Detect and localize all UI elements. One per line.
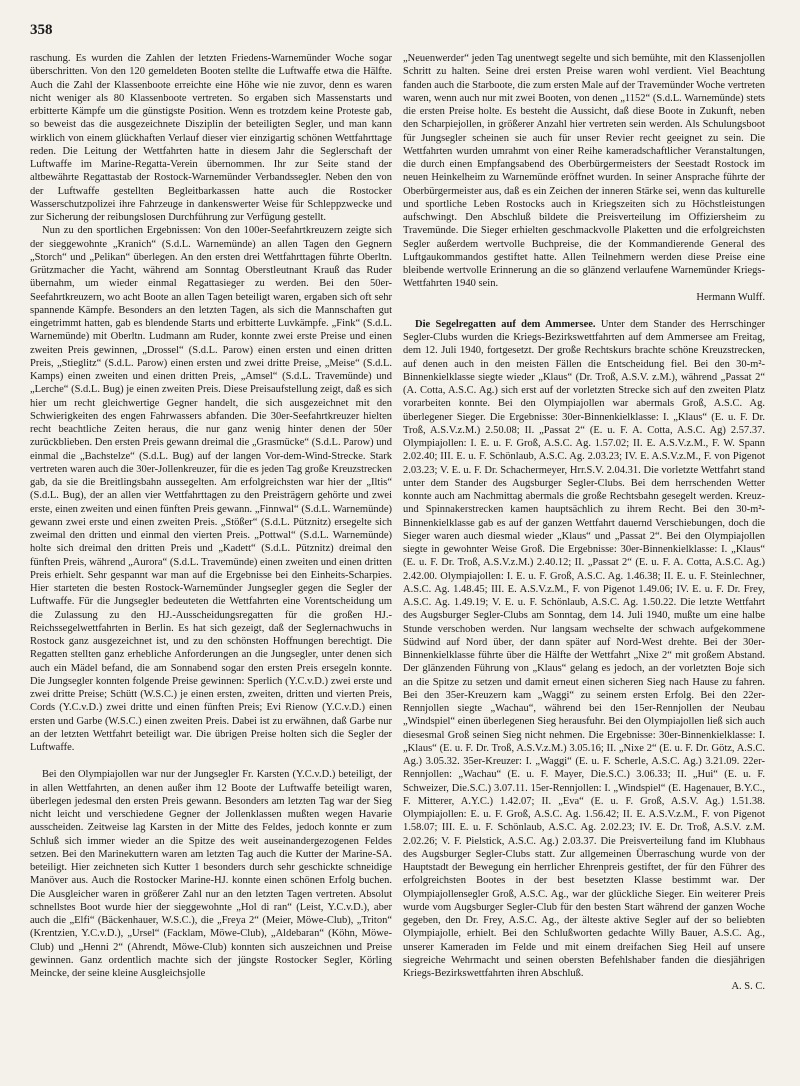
article-heading: Die Segelregatten auf dem Ammersee. bbox=[415, 318, 596, 330]
article-signature: A. S. C. bbox=[731, 981, 765, 993]
paragraph: Bei den Olympiajollen war nur der Jungsegler Fr. Karsten (Y.C.v.D.) beteiligt, der in allen Wettfahrten, an denen außer ihm 12 Boote der Luftwaffe beteiligt waren, überlegen jedesmal den ersten Preis gewann. Besonders am letzten Tag war der Sieg nicht leicht und verschiedene Gegner der Jollenklassen mußten wegen Havarie ausscheiden. Zeitweise lag Karsten in der Mitte des Feldes, jedoch konnte er zum Schluß sich immer wieder an die Spitze des weit auseinandergezogenen Feldes setzen. Bei den Marinekuttern waren am letzten Tag auch die Kutter der Marine-SA. beteiligt. Hier zeichneten sich Kutter 1 besonders durch sehr geschickte schneidige Manöver aus. Auch die Rostocker Marine-HJ. konnte einen schönen Erfolg buchen. Die Ausgleicher waren in größerer Zahl nur an den letzten Tagen vertreten. Absolut schnellstes Boot wurde hier der sieggewohnte „Hol di ran“ (Leist, Y.C.v.D.), aber auch die „Elfi“ (Bäckenhauer, W.S.C.), die „Freya 2“ (Meier, Möwe-Club), „Triton“ (Krentzien, Y.C.v.D.), „Ursel“ (Facklam, Möwe-Club), „Aldebaran“ (Köhn, Möwe-Club) und „Henni 2“ (Ahrendt, Möwe-Club) konnten sich auszeichnen und Preise gewinnen. Ganz ordentlich machte sich der jüngste Rostocker Segler, Körling Meincke, der seine kleine Ausgleichsjolle bbox=[30, 769, 392, 979]
article-paragraph bbox=[403, 318, 765, 981]
article-body: Unter dem Stander des Herrschinger Segler-Clubs wurden die Kriegs-Bezirkswettfahrten auf dem Ammersee am Freitag, dem 12. Juli 1940, fortgesetzt. Der große Rechtskurs brachte schöne Kreuzstrecken, auf denen auch in den meisten Fällen die Entscheidung fiel. Bei den 30-m²-Binnenkielklasse siegte wieder „Klaus“ (Dr. Troß, A.S.V. z.M.), während „Passat 2“ (A. Cotta, A.S.C. Ag.) sich erst auf der vorletzten Strecke sich auf den zweiten Platz vorarbeiten konnte. Bei den Olympiajollen war abermals Groß, A.S.C. Ag. überlegener Sieger. Die Ergebnisse: 30er-Binnenkielklasse: I. „Klaus“ (E. u. F. Dr. Troß, A.S.V.z.M.) 2.50.08; II. „Passat 2“ (E. u. F. A. Cotta, A.S.C. Ag) 2.57.37. Olympiajollen: I. E. u. F. Groß, A.S.C. Ag. 1.57.02; II. E. A.S.V.z.M., F. W. Spann 2.02.40; III. E. u. F. Schönlaub, A.S.C. Ag. 2.03.23; IV. E. A.S.V.z.M., F. von Pigenot 2.03.23; V. E. u. F. Dr. Schachermeyer, Hrr.S.V. 2.04.31. Die vorletzte Wettfahrt stand unter dem Stander des Augsburger Segler-Clubs. Bei dem herrschenden Wetter konnte auch am Nachmittag abermals die große Rechtsbahn gesegelt werden. Kreuz- und Spinnakerstrecken kamen hauptsächlich zu ihrem Recht. Bei den 30-m²-Binnenkielklasse gab es auf der ganzen Wettfahrt dauernd Verschiebungen, doch die Sieger waren auch diesmal wieder „Klaus“ und „Passat 2“. Bei den Olympiajollen siegte in gewohnter Weise Groß. Die Ergebnisse: 30er-Binnenkielklasse: I. „Klaus“ (E. u. F. Dr. Troß, A.S.V.z.M.) 2.40.12; II. „Passat 2“ (E. u. F. A. Cotta, A.S.C. Ag.) 2.42.00. Olympiajollen: I. E. u. F. Groß, A.S.C. Ag. 1.46.38; II. E. u. F. Steinlechner, A.S.C. Ag. 1.48.45; III. E. A.S.V.z.M., F. von Pigenot 1.49.06; IV. E. u. F. Dr. Frey, A.S.C. Ag. 1.49.19; V. E. u. F. Schönlaub, A.S.C. Ag. 1.50.22. Die letzte Wettfahrt des Augsburger Segler-Clubs am Sonntag, dem 14. Juli 1940, mußte um eine halbe Stunde verschoben werden. Nur langsam wechselte der schwach aufgekommene Südwind auf Nord über, der dann später auf Nord-West drehte. Bei der 30er-Binnenkielklasse führte über die Hälfte der Wettfahrt „Nixe 2“ mit großem Abstand. Der glänzenden Führung von „Klaus“ gelang es jedoch, an der vorletzten Boje sich an die Spitze zu setzen und damit erneut einen sicheren Sieg nach Hause zu fahren. Bei den 35er-Kreuzern kam „Waggi“ zu seinem ersten Erfolg. Bei den 22er-Rennjollen siegte „Wachau“, während bei den 15er-Rennjollen der Neubau „Windspiel“ einen überlegenen Sieg herausfuhr. Bei den Olympiajollen ließ sich auch diesesmal Groß seinen Sieg nicht nehmen. Die Ergebnisse: 30er-Binnenkielklasse: I. „Klaus“ (E. u. F. Dr. Troß, A.S.V.z.M.) 3.05.16; II. „Nixe 2“ (E. u. F. Dr. Götz, A.S.C. Ag.) 3.05.32. 35er-Kreuzer: I. „Waggi“ (E. u. F. Scherle, A.S.C. Ag.) 3.21.09. 22er-Rennjollen: „Wachau“ (E. u. F. Mayer, Die.S.C.) 3.06.33; II. „Hui“ (E. u. F. Schweizer, Die.S.C.) 3.07.11. 15er-Rennjollen: I. „Windspiel“ (E. Hagenauer, B.Y.C., F. Mitterer, A.Y.C.) 1.42.07; II. „Eva“ (E. u. F. Groß, A.S.V. Ag.) 1.51.38. Olympiajollen: E. u. F. Groß, A.S.C. Ag. 1.56.42; II. E. A.S.V.z.M., F. von Pigenot 1.58.07; III. E. u. F. Schönlaub, A.S.C. Ag. 2.02.23; IV. E. Dr. Troß, A.S.V. z.M. 2.02.26; V. F. Pielstick, A.S.C. Ag.) 2.03.37. Die Preisverteilung fand im Klubhaus des Augsburger Segler-Clubs statt. Zur allgemeinen Überraschung wurde von der Hauptstadt der Bewegung ein herrlicher Ehrenpreis gestiftet, der für den Führer des erfolgreichsten Bootes in der best besetzten Klasse bestimmt war. Der Olympiajollensegler Groß, A.S.C. Ag., war der glückliche Sieger. Ein weiterer Preis wurde vom Augsburger Segler-Club für den besten Start während der ganzen Woche gegeben, den Dr. Frey, A.S.C. Ag., der älteste aktive Segler auf der so beliebten Olympiajolle, erhielt. Bei den Schlußworten gedachte Willy Bauer, A.S.C. Ag., unserer Kameraden im Felde und mit einem dreifachen Sieg Heil auf unsere siegreiche Wehrmacht und seinen obersten Befehlshaber fanden die diesjährigen Kriegs-Bezirkswettfahrten ihren Abschluß. bbox=[403, 318, 766, 979]
page-number: 358 bbox=[30, 22, 53, 38]
author-signature: Hermann Wulff. bbox=[696, 291, 765, 303]
paragraph: Nun zu den sportlichen Ergebnissen: Von den 100er-Seefahrtkreuzern zeigte sich der sieggewohnte „Kranich“ (S.d.L. Warnemünde) an allen Tagen den Gegnern „Storch“ und „Pelikan“ überlegen. An den ersten drei Wettfahrttagen führte Oberltn. Grützmacher die Yacht, während am Sonntag Oberstleutnant Krauß das Ruder übernahm, um wieder einmal Regattasieger zu werden. Bei den 50er-Seefahrtkreuzern, wo acht Boote an allen Tagen beteiligt waren, ergaben sich oft sehr spannende Kämpfe. Besonders an den letzten Tagen, als sich die Mannschaften gut eingetrimmt hatten, gab es blendende Starts und erbitterte Luvkämpfe. „Fink“ (S.d.L. Warnemünde) mit Oberltn. Ludmann am Ruder, konnte zwei erste Preise und einen zweiten Preis gewinnen, „Drossel“ (S.d.L. Parow) einen ersten und einen dritten Preis, „Stieglitz“ (S.d.L. Parow) einen ersten und zwei dritte Preise, „Meise“ (S.d.L. Kamps) einen zweiten und einen dritten Preis, „Amsel“ (S.d.L. Travemünde) und „Lerche“ (S.d.L. Bug) je einen zweiten Preis. Diese Preisaufstellung zeigt, daß es sich hier um recht gleichwertige Gegner handelt, die sich ausgezeichnet mit den Schwierigkeiten des engen Fahrwassers abfanden. Die 30er-Seefahrtkreuzer hielten recht beachtliche Zeiten heraus, die nur ganz wenig hinter denen der 50er zurückblieben. Den ersten Preis gewann dreimal die „Grasmücke“ (S.d.L. Parow) und einmal die „Bachstelze“ (S.d.L. Bug) auf der langen Vor-dem-Wind-Strecke. Stark vertreten waren auch die 30er-Jollenkreuzer, für die es jeden Tag große Kreuzstrecken gab, da sie die Breitlingsbahn aussegelten. Am erfolgreichsten war hier der „Iltis“ (S.d.L. Bug), der an allen vier Wettfahrttagen zu den Preisträgern gehörte und zwei erste, einen zweiten und einen fünften Preis gewann. „Finnwal“ (S.d.L. Warnemünde) gewann zwei erste und einen zweiten Preis. „Stößer“ (S.d.L. Pütznitz) ersegelte sich zweimal den dritten und einmal den vierten Preis. „Pottwal“ (S.d.L. Warnemünde) holte sich dreimal den dritten Preis und „Kadett“ (S.d.L. Pütznitz) dreimal den fünften Preis, während „Aurora“ (S.d.L. Travemünde) einen zweiten und einen dritten Preis erhielt. Sehr gespannt war man auf die Ergebnisse bei den Einheits-Scharpies. Hier starteten die besten Rostock-Warnemünder Jungsegler gegen die Segler der Luftwaffe. Für die Jungsegler bedeuteten die Wettfahrten eine Vorentscheidung um die Zulassung zu den HJ.-Ausscheidungsregatten für die großen HJ.-Reichssegelwettfahrten in Berlin. Es hat sich gezeigt, daß der Seglernachwuchs in Rostock ganz ausgezeichnet ist, und zu den schönsten Hoffnungen berechtigt. Die Regatten stellten ganz erhebliche Anforderungen an die Jungsegler, unter denen sich auch ein Mädel befand, die am Sonnabend sogar den ersten Preis ersegeln konnte. Die Jungsegler konnten folgende Preise gewinnen: Sperlich (Y.C.v.D.) zwei erste und zwei dritte Preise; Schütt (W.S.C.) je einen ersten, zweiten, dritten und vierten Preis, Cords (Y.C.v.D.) zwei dritte und einen fünften Preis; Evi Rienow (Y.C.v.D.) einen ersten und Garbe (W.S.C.) einen zweiten Preis. Dabei ist zu erwähnen, daß Garbe nur an der letzten Wettfahrt beteiligt war. Die übrigen Preise holten sich die Segler der Luftwaffe. bbox=[30, 225, 392, 753]
left-column bbox=[30, 52, 392, 980]
paragraph: „Neuenwerder“ jeden Tag unentwegt segelte und sich bemühte, mit den Klassenjollen Schritt zu halten. Seine drei ersten Preise waren wohl verdient. Viel Beachtung fanden auch die Starboote, die zum ersten Male auf der Travemünder Woche vertreten waren, wenn auch nur mit zwei Booten, von denen „1152“ (S.d.L. Warnemünde) stets die ersten Preise holte. Es besteht die Aussicht, daß diese Boote in Zukunft, neben den Scharpiejollen, in größerer Anzahl hier vertreten sein werden. Als Schulungsboot für Jungsegler scheinen sie auch für unser Revier recht geeignet zu sein. Die Wettfahrten wurden umrahmt von einer Reihe kameradschaftlicher Veranstaltungen, die durch einen Empfangsabend des Oberbürgermeisters der Seestadt Rostock im neuen Heinkelheim zu Warnemünde eröffnet wurden. In seiner Ansprache führte der Oberbürgermeister aus, daß es ein Zeichen der inneren Stärke sei, wenn das kulturelle und sportliche Leben Rostocks auch in Kriegszeiten sich zu Höchstleistungen aufschwingt. Den Abschluß bildete die Preisverteilung im Offiziersheim zu Travemünde. Die Sieger erhielten geschmackvolle Plaketten und die erfolgreichsten Segler außerdem wertvolle Buchpreise, die der Kommandierende General des Luftgaukommandos gestiftet hatte. Allen Teilnehmern werden diese Preise eine bleibende wertvolle Erinnerung an die so glänzend verlaufene Warnemünder Kriegs-Wettfahrten 1940 sein. bbox=[403, 53, 765, 290]
right-column bbox=[403, 52, 765, 994]
paragraph: raschung. Es wurden die Zahlen der letzten Friedens-Warnemünder Woche sogar überschritten. Von den 120 gemeldeten Booten stellte die Luftwaffe etwa die Hälfte. Auch die Zahl der Klassenboote erreichte eine Höhe wie nie zuvor, denn es waren nicht weniger als 80 Klassenboote vertreten. So ergaben sich Massenstarts und erbitterte Kämpfe um die günstigste Position. Wenn es trotzdem keine Proteste gab, so beweist das die ausgezeichnete Disziplin der beteiligten Segler, und man kann wirklich von einem glückhaften Verlauf dieser vier einzigartig schönen Wettfahrttage reden. Die Leitung der Wettfahrten hatte in diesem Jahr die Seglerschaft der Luftwaffe im Marine-Regatta-Verein übernommen. Ihr zur Seite stand der altbewährte Regattastab der Rostock-Warnemünder Verbandssegler. Neben den von der Luftwaffe gestellten Begleitbarkassen hatte auch die Rostocker Wasserschutzpolizei ihre Fahrzeuge in dankenswerter Weise für Schleppzwecke und zur Sicherung der reibungslosen Durchführung zur Verfügung gestellt. bbox=[30, 53, 392, 223]
